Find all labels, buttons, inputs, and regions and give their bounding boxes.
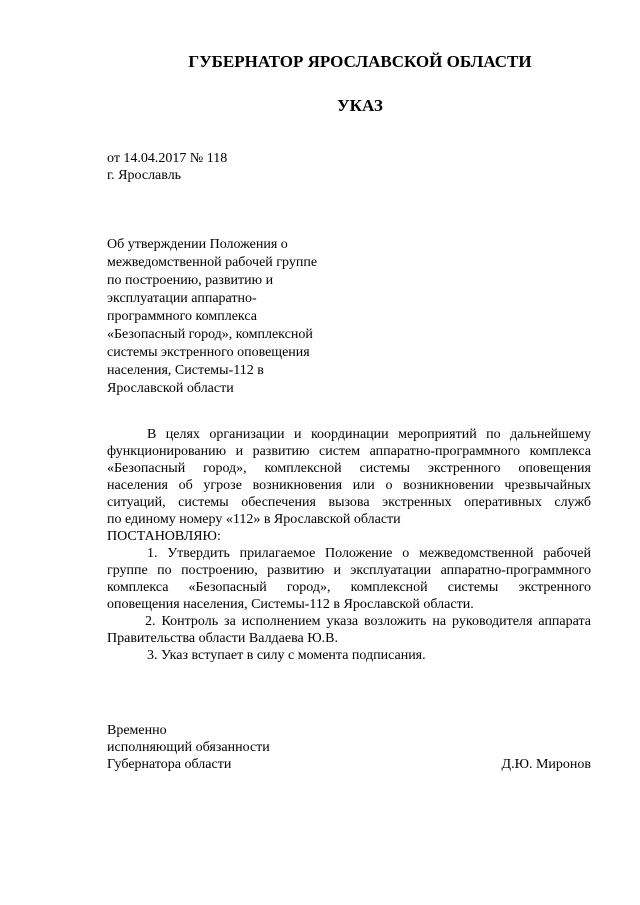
subject-line: программного комплекса [107, 309, 257, 324]
date-number-line: от 14.04.2017 № 118 [107, 151, 228, 166]
preamble-line: ситуаций, системы обеспечения вызова экстренных оперативных служб [107, 495, 591, 510]
item-1-line: комплекса «Безопасный город», комплексной системы экстренного [107, 580, 591, 595]
subject-line: населения, Системы-112 в [107, 363, 264, 378]
subject-line: «Безопасный город», комплексной [107, 327, 313, 342]
preamble-line: функционированию и развитию систем аппаратно-программного комплекса [107, 444, 591, 459]
decree-word: ПОСТАНОВЛЯЮ: [107, 529, 221, 544]
subject-line: Ярославской области [107, 381, 234, 396]
document-type-title: УКАЗ [337, 96, 383, 115]
item-3-line: 3. Указ вступает в силу с момента подписания. [147, 648, 426, 663]
subject-line: эксплуатации аппаратно- [107, 291, 257, 306]
subject-line: Об утверждении Положения о [107, 237, 288, 252]
item-1-line: группе по построению, развитию и эксплуатации аппаратно-программного [107, 563, 591, 578]
item-2-line: Правительства области Валдаева Ю.В. [107, 631, 338, 646]
item-2-line: 2. Контроль за исполнением указа возложить на руководителя аппарата [145, 614, 591, 629]
signatory-position-line: Временно [107, 723, 167, 738]
item-1-line: оповещения населения, Системы-112 в Ярославской области. [107, 597, 474, 612]
signature-block [107, 722, 591, 773]
subject-line: системы экстренного оповещения [107, 345, 310, 360]
preamble-line: населения об угрозе возникновения или о возникновении чрезвычайных [107, 478, 591, 493]
preamble-line: В целях организации и координации мероприятий по дальнейшему [147, 427, 591, 442]
item-1-line: 1. Утвердить прилагаемое Положение о межведомственной рабочей [147, 546, 591, 561]
subject-line: по построению, развитию и [107, 273, 274, 288]
city-line: г. Ярославль [107, 168, 182, 183]
subject-line: межведомственной рабочей группе [107, 255, 318, 270]
authority-title: ГУБЕРНАТОР ЯРОСЛАВСКОЙ ОБЛАСТИ [188, 52, 532, 71]
decree-subject [107, 236, 342, 398]
preamble-line: по единому номеру «112» в Ярославской области [107, 512, 401, 527]
signatory-position-line: исполняющий обязанности [107, 740, 270, 755]
decree-body [107, 426, 591, 664]
signatory-name: Д.Ю. Миронов [501, 757, 591, 772]
preamble-line: «Безопасный город», комплексной системы экстренного оповещения [107, 461, 591, 476]
signatory-position-line: Губернатора области [107, 757, 232, 772]
